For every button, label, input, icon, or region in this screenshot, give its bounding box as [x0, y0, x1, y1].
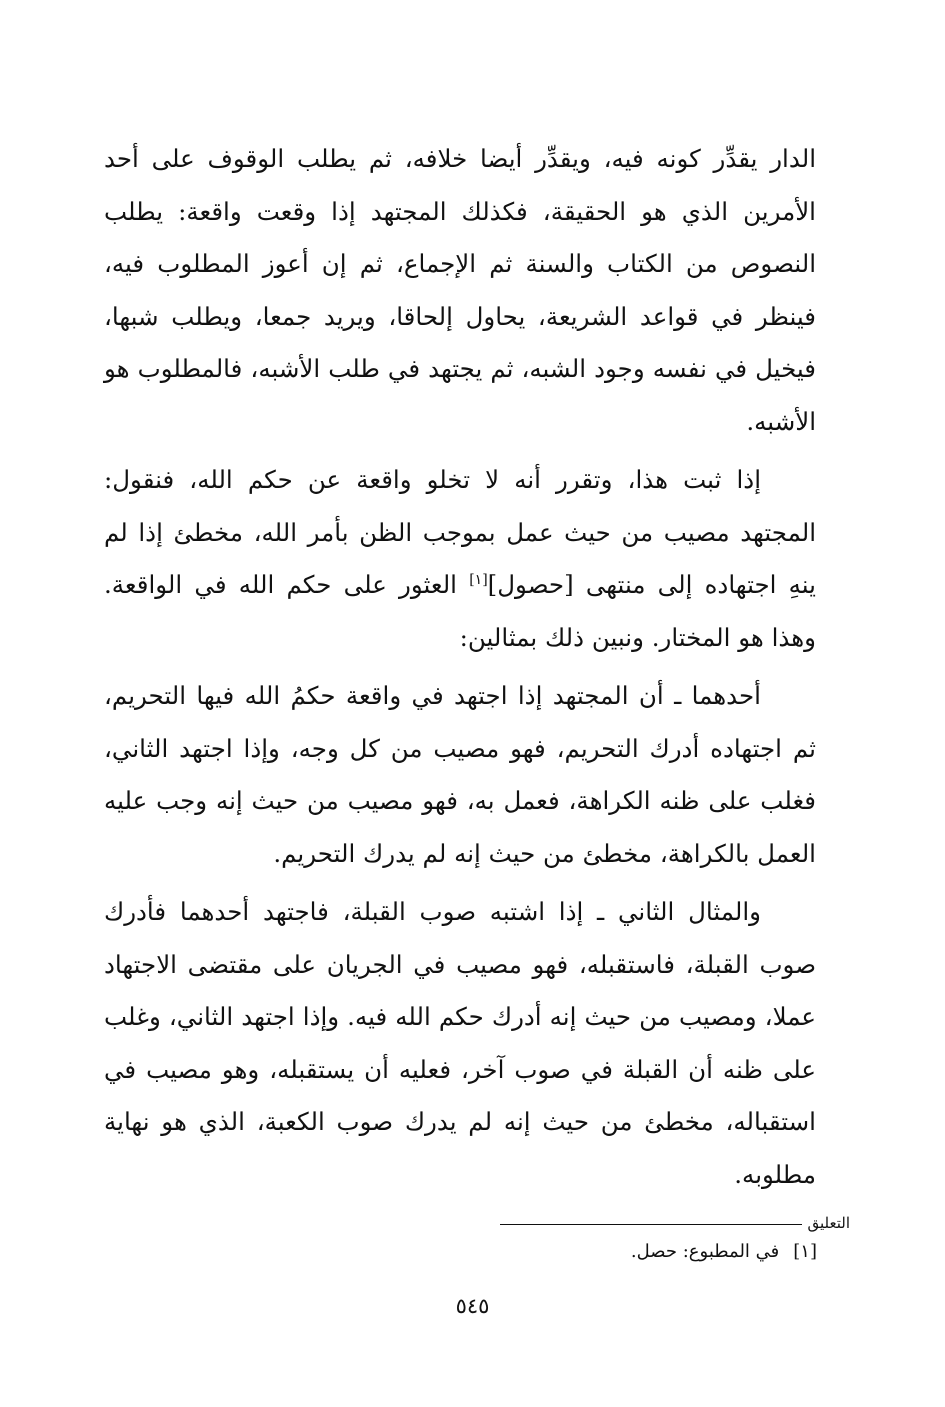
footnote-marker: [١]: [793, 1241, 817, 1262]
footnote-text: في المطبوع: حصل.: [630, 1241, 780, 1262]
paragraph-2-text-b: العثور على حكم الله في الواقعة. وهذا هو المختار. ونبين ذلك بمثالين:: [104, 570, 816, 652]
main-text: [104, 133, 816, 1201]
paragraph-2-text-a: إذا ثبت هذا، وتقرر أنه لا تخلو واقعة عن حكم الله، فنقول: المجتهد مصيب من حيث عمل بموجب الظن بأمر الله، مخطئ إذا لم ينهِ اجتهاده إلى منتهى [حصول]: [104, 465, 816, 599]
footnote-item: [631, 1238, 817, 1266]
footnote-reference[interactable]: [١]: [469, 571, 488, 588]
paragraph-4: والمثال الثاني ـ إذا اشتبه صوب القبلة، فاجتهد أحدهما فأدرك صوب القبلة، فاستقبله، فهو مصيب في الجريان على مقتضى الاجتهاد عملا، ومصيب من حيث إنه أدرك حكم الله فيه. وإذا اجتهد الثاني، وغلب على ظنه أن القبلة في صوب آخر، فعليه أن يستقبله، وهو مصيب في استقباله، مخطئ من حيث إنه لم يدرك صوب الكعبة، الذي هو نهاية مطلوبه.: [104, 897, 816, 1189]
paragraph-2: [104, 454, 816, 664]
paragraph-3: أحدهما ـ أن المجتهد إذا اجتهد في واقعة حكمُ الله فيها التحريم، ثم اجتهاده أدرك التحريم، فهو مصيب من كل وجه، وإذا اجتهد الثاني، فغلب على ظنه الكراهة، فعمل به، فهو مصيب من حيث إنه وجب عليه العمل بالكراهة، مخطئ من حيث إنه لم يدرك التحريم.: [104, 681, 816, 868]
footnote-divider: [500, 1224, 802, 1225]
paragraph-1: الدار يقدِّر كونه فيه، ويقدِّر أيضا خلافه، ثم يطلب الوقوف على أحد الأمرين الذي هو الحقيقة، فكذلك المجتهد إذا وقعت واقعة: يطلب النصوص من الكتاب والسنة ثم الإجماع، ثم إن أعوز المطلوب فيه، فينظر في قواعد الشريعة، يحاول إلحاقا، ويريد جمعا، ويطلب شبها، فيخيل في نفسه وجود الشبه، ثم يجتهد في طلب الأشبه، فالمطلوب هو الأشبه.: [104, 144, 816, 436]
page-number: ٥٤٥: [455, 1294, 490, 1318]
notes-label: التعليق: [807, 1214, 850, 1232]
